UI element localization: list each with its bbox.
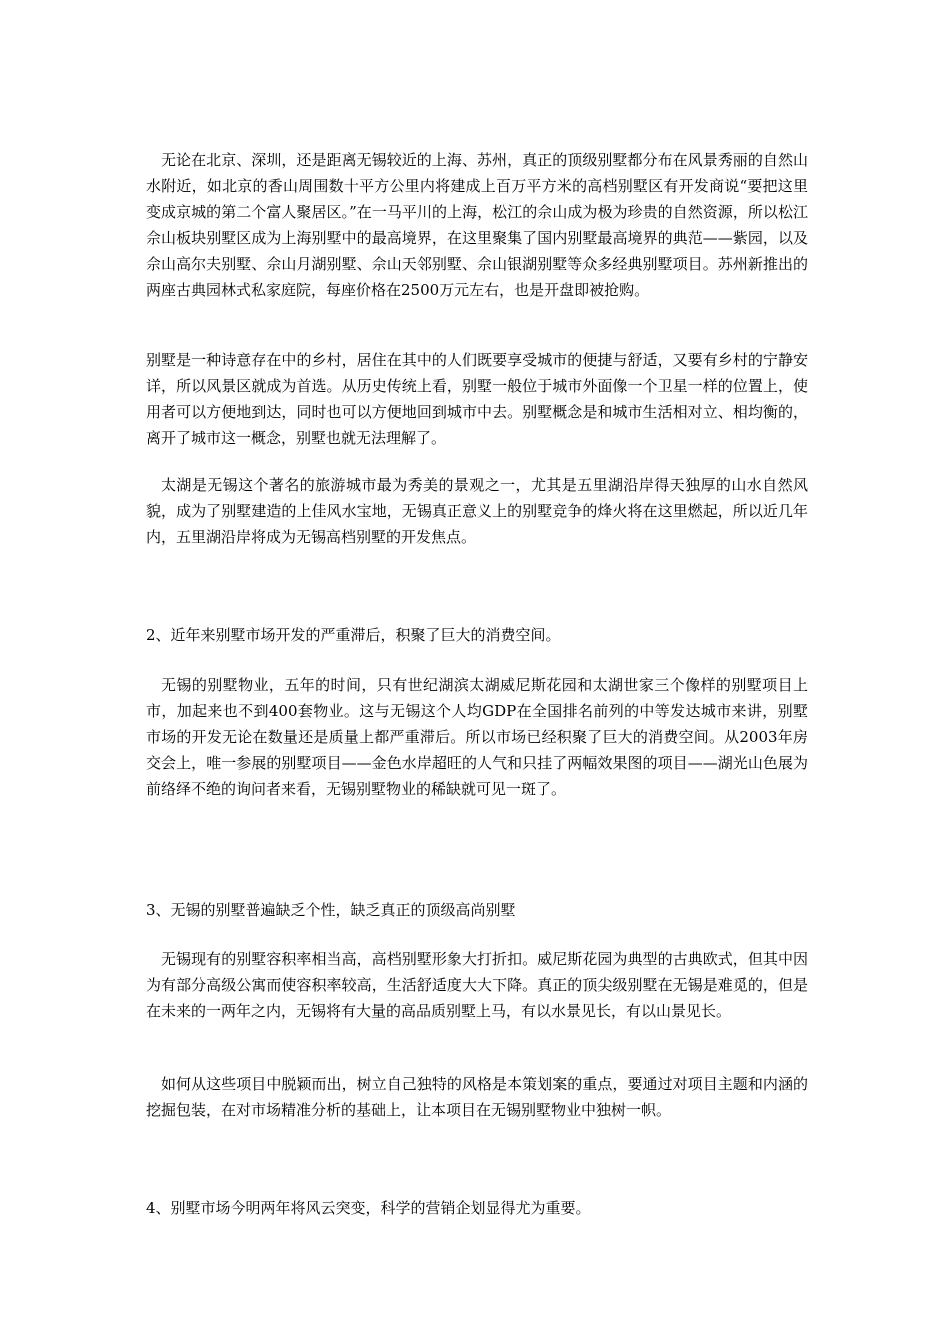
paragraph-top-villas: 无论在北京、深圳，还是距离无锡较近的上海、苏州，真正的顶级别墅都分布在风景秀丽的自然山水附近，如北京的香山周围数十平方公里内将建成上百万平方米的高档别墅区有开发商说“要把这里变成京城的第二个富人聚居区。”在一马平川的上海，松江的佘山成为极为珍贵的自然资源，所以松江佘山板块别墅区成为上海别墅中的最高境界，在这里聚集了国内别墅最高境界的典范——紫园，以及佘山高尔夫别墅、佘山月湖别墅、佘山天邻别墅、佘山银湖别墅等众多经典别墅项目。苏州新推出的两座古典园林式私家庭院，每座价格在2500万元左右，也是开盘即被抢购。 — [146, 151, 808, 299]
paragraph-strategy: 如何从这些项目中脱颖而出，树立自己独特的风格是本策划案的重点，要通过对项目主题和内涵的挖掘包装，在对市场精准分析的基础上，让本项目在无锡别墅物业中独树一帜。 — [146, 1075, 808, 1119]
section-heading-2: 2、近年来别墅市场开发的严重滞后，积聚了巨大的消费空间。 — [146, 626, 561, 644]
paragraph-density: 无锡现有的别墅容积率相当高，高档别墅形象大打折扣。威尼斯花园为典型的古典欧式，但其中因为有部分高级公寓而使容积率较高，生活舒适度大大下降。真正的顶尖级别墅在无锡是难觅的，但是在未来的一两年之内，无锡将有大量的高品质别墅上马，有以水景见长，有以山景见长。 — [146, 950, 808, 1020]
section-heading-4: 4、别墅市场今明两年将风云突变，科学的营销企划显得尤为重要。 — [146, 1199, 591, 1217]
paragraph-taihu: 太湖是无锡这个著名的旅游城市最为秀美的景观之一，尤其是五里湖沿岸得天独厚的山水自然风貌，成为了别墅建造的上佳风水宝地，无锡真正意义上的别墅竞争的烽火将在这里燃起，所以近几年内，五里湖沿岸将成为无锡高档别墅的开发焦点。 — [146, 476, 808, 546]
paragraph-villa-concept: 别墅是一种诗意存在中的乡村，居住在其中的人们既要享受城市的便捷与舒适，又要有乡村的宁静安详，所以风景区就成为首选。从历史传统上看，别墅一般位于城市外面像一个卫星一样的位置上，使用者可以方便地到达，同时也可以方便地回到城市中去。别墅概念是和城市生活相对立、相均衡的，离开了城市这一概念，别墅也就无法理解了。 — [146, 351, 808, 447]
paragraph-wuxi-market: 无锡的别墅物业，五年的时间，只有世纪湖滨太湖威尼斯花园和太湖世家三个像样的别墅项目上市，加起来也不到400套物业。这与无锡这个人均GDP在全国排名前列的中等发达城市来讲，别墅市场的开发无论在数量还是质量上都严重滞后。所以市场已经积聚了巨大的消费空间。从2003年房交会上，唯一参展的别墅项目——金色水岸超旺的人气和只挂了两幅效果图的项目——湖光山色展为前络绎不绝的询问者来看，无锡别墅物业的稀缺就可见一斑了。 — [146, 676, 808, 798]
section-heading-3: 3、无锡的别墅普遍缺乏个性，缺乏真正的顶级高尚别墅 — [146, 901, 516, 919]
